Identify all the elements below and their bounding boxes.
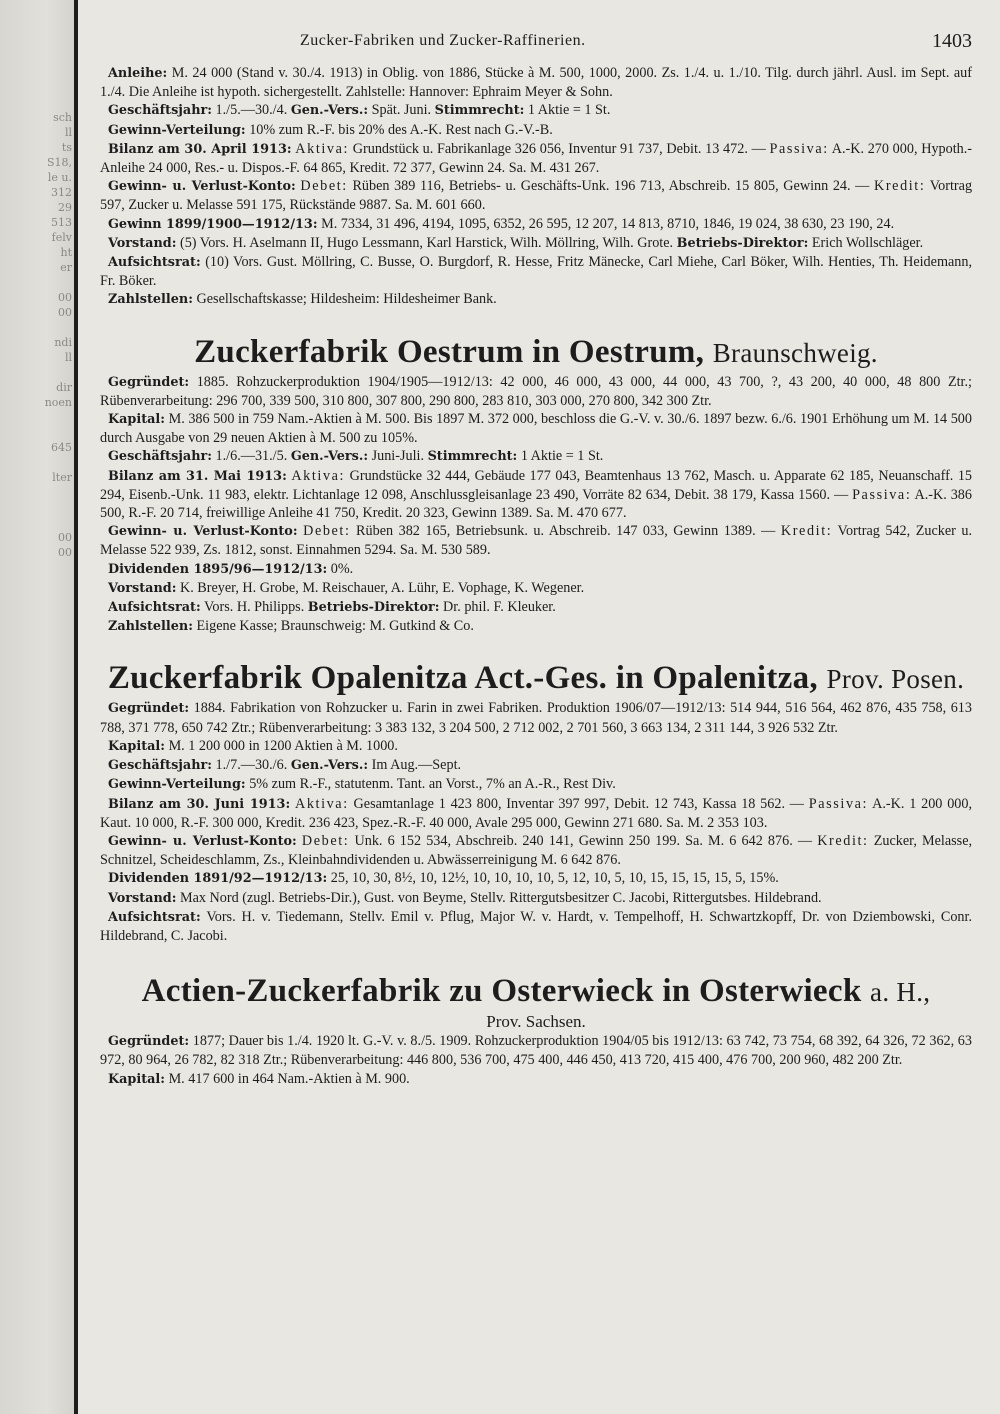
bleed-fragment: dir: [56, 381, 72, 394]
field-label: Geschäftsjahr:: [108, 449, 212, 465]
field-label: Anleihe:: [108, 66, 168, 81]
field-label: Gewinn-Verteilung:: [108, 777, 246, 793]
entry-title-main: Zuckerfabrik Oestrum in Oestrum,: [194, 333, 705, 370]
section-label: Passiva:: [852, 486, 912, 503]
entry-paragraph: [100, 64, 972, 101]
entry-paragraph: [100, 447, 972, 466]
entry-paragraph: [100, 775, 972, 794]
field-text: M. 7334, 31 496, 4194, 1095, 6352, 26 595, 12 207, 14 813, 8710, 1846, 19 024, 38 630, 23 190, 24.: [321, 215, 895, 232]
field-label: Stimmrecht:: [427, 449, 518, 465]
bleed-fragment: ht: [60, 246, 72, 259]
field-text: M. 386 500 in 759 Nam.-Aktien à M. 500. Bis 1897 M. 372 000, beschloss die G.-V. v. 30./6. 1897 bezw. 6./6. 1901 Erhöhung um M. 14 500 durch Ausgabe von 29 neuen Aktien à M. 500 zu 105%.: [100, 411, 972, 447]
bleed-fragment: [2, 770, 72, 785]
bleed-fragment: ll: [64, 351, 72, 364]
field-text: Vortrag 597, Zucker u. Melasse 591 175, Rückstände 9887. Sa. M. 601 660.: [100, 178, 973, 214]
field-text: Rüben 382 165, Betriebsunk. u. Abschreib. 147 033, Gewinn 1389. —: [356, 523, 776, 540]
bleed-fragment: 29: [58, 201, 72, 214]
bleed-fragment: [2, 485, 72, 500]
entry-paragraph: [100, 1070, 972, 1089]
entry-paragraph: [100, 579, 972, 598]
document-page: [100, 28, 972, 1089]
bleed-fragment: sch: [53, 111, 72, 124]
entry-subtitle: Prov. Sachsen.: [486, 1012, 586, 1032]
entry-paragraph: [100, 1032, 972, 1069]
field-label: Zahlstellen:: [108, 619, 193, 635]
field-text: K. Breyer, H. Grobe, M. Reischauer, A. Lühr, E. Vophage, K. Wegener.: [179, 579, 585, 596]
field-text: Im Aug.—Sept.: [371, 757, 462, 774]
bleed-fragment: [2, 575, 72, 590]
entry-paragraph: [100, 234, 972, 253]
entry-title-location: a. H.,: [870, 977, 931, 1008]
section-label: Aktiva:: [294, 795, 349, 812]
bleed-fragment: ndi: [54, 336, 72, 349]
entry-paragraph: [100, 373, 972, 410]
entry-paragraph: [100, 140, 972, 177]
section-label: Debet:: [300, 178, 348, 195]
field-text: A.-K. 1 200 000, Kaut. 10 000, R.-F. 300 000, Kredit. 236 423, Spez.-R.-F. 40 000, Avale 295 000, Gewinn 271 680. Sa. M. 2 353 103.: [100, 795, 973, 831]
bleed-fragment: 513: [51, 216, 72, 229]
bleed-fragment: [2, 695, 72, 710]
field-label: Geschäftsjahr:: [108, 758, 212, 774]
field-label: Stimmrecht:: [434, 103, 525, 119]
field-label: Bilanz am 30. April 1913:: [108, 141, 292, 157]
bleed-fragment: [2, 620, 72, 635]
bleed-fragment: noen: [44, 396, 72, 409]
running-head: [100, 28, 972, 58]
field-label: Kapital:: [108, 1071, 166, 1087]
entry-paragraph: [100, 737, 972, 756]
bleed-fragment: 00: [58, 291, 72, 304]
field-text: (10) Vors. Gust. Möllring, C. Busse, O. Burgdorf, R. Hesse, Fritz Mänecke, Carl Miehe, Carl Böker, Wilh. Henties, Th. Heidemann, Fr. Böker.: [100, 254, 973, 290]
bleed-fragment: [2, 650, 72, 665]
field-label: Gegründet:: [108, 701, 190, 717]
bleed-fragment: [2, 665, 72, 680]
entry-previous-continued: [100, 64, 972, 310]
field-label: Gewinn- u. Verlust-Konto:: [108, 179, 296, 195]
entry-paragraph: [100, 756, 972, 775]
section-label: Kredit:: [780, 523, 833, 540]
field-label: Bilanz am 31. Mai 1913:: [108, 468, 287, 484]
section-label: Kredit:: [817, 832, 869, 849]
entry-title: [100, 332, 972, 373]
bleed-fragment: [2, 710, 72, 725]
entry-paragraph: [100, 832, 972, 869]
field-label: Dividenden 1891/92—1912/13:: [108, 871, 328, 887]
field-label: Aufsichtsrat:: [108, 600, 201, 616]
field-label: Aufsichtsrat:: [108, 255, 201, 271]
field-text: Vors. H. Philipps.: [203, 599, 305, 616]
entry-paragraph: [100, 177, 972, 214]
field-label: Gewinn-Verteilung:: [108, 122, 246, 138]
section-label: Passiva:: [769, 140, 829, 157]
field-text: Max Nord (zugl. Betriebs-Dir.), Gust. von Beyme, Stellv. Rittergutsbesitzer C. Jacobi, Rittergutsbes. Hildebrand.: [179, 889, 822, 906]
field-text: Zucker, Melasse, Schnitzel, Scheideschlamm, Zs., Kleinbahndividenden u. Abwässerreinigung M. 6 642 876.: [100, 832, 973, 869]
page-number: 1403: [932, 30, 972, 52]
field-text: Spät. Juni.: [371, 102, 432, 119]
field-text: Juni-Juli.: [371, 448, 425, 465]
section-label: Aktiva:: [291, 467, 346, 484]
entry-paragraph: [100, 467, 972, 523]
field-text: M. 24 000 (Stand v. 30./4. 1913) in Oblig. von 1886, Stücke à M. 500, 1000, 2000. Zs. 1./4. u. 1./10. Tilg. durch jährl. Ausl. im Sept. auf 1./4. Die Anleihe ist hypoth. sichergestellt. Zahlstelle: Hannover: Ephraim Meyer & Sohn.: [100, 65, 973, 101]
field-text: Gesellschaftskasse; Hildesheim: Hildesheimer Bank.: [196, 291, 497, 308]
field-text: Eigene Kasse; Braunschweig: M. Gutkind & Co.: [196, 618, 474, 635]
field-text: M. 417 600 in 464 Nam.-Aktien à M. 900.: [168, 1070, 410, 1087]
field-label: Kapital:: [108, 738, 166, 754]
bleed-fragment: [2, 605, 72, 620]
bleed-fragment: 00: [58, 531, 72, 544]
bleed-fragment: 00: [58, 546, 72, 559]
entry-title-location: Braunschweig.: [712, 337, 878, 368]
bleed-fragment: [2, 455, 72, 470]
bleed-fragment: [2, 680, 72, 695]
field-text: Dr. phil. F. Kleuker.: [443, 599, 556, 616]
field-text: 10% zum R.-F. bis 20% des A.-K. Rest nach G.-V.-B.: [249, 121, 553, 138]
entry-paragraph: [100, 617, 972, 636]
entry-paragraph: [100, 215, 972, 234]
bleed-fragment: [2, 740, 72, 755]
entry-paragraph: [100, 598, 972, 617]
field-label: Gewinn- u. Verlust-Konto:: [108, 524, 298, 540]
field-label: Vorstand:: [108, 890, 177, 906]
field-text: Grundstücke 32 444, Gebäude 177 043, Beamtenhaus 13 762, Masch. u. Apparate 62 185, Neuanschaff. 15 294, Eisenb.-Unk. 11 983, elektr. Lichtanlage 12 098, Anschlussgleisanlage 23 490, Vorräte 82 634, Debit. 38 179, Kassa 1560. —: [100, 467, 973, 503]
entry-paragraph: [100, 290, 972, 309]
bleed-fragment: [2, 725, 72, 740]
section-label: Debet:: [303, 523, 351, 540]
field-label: Gewinn- u. Verlust-Konto:: [108, 833, 297, 849]
entry-title: [100, 658, 972, 699]
field-label: Gewinn 1899/1900—1912/13:: [108, 216, 318, 232]
bleed-fragment: 645: [51, 441, 72, 454]
entry-zuckerfabrik-osterwieck: [100, 971, 972, 1089]
entry-paragraph: [100, 908, 972, 945]
field-label: Geschäftsjahr:: [108, 103, 212, 119]
field-text: 1 Aktie = 1 St.: [527, 102, 611, 119]
bleed-fragment: [2, 275, 72, 290]
bleed-fragment: [2, 755, 72, 770]
field-label: Bilanz am 30. Juni 1913:: [108, 796, 291, 812]
field-text: 1877; Dauer bis 1./4. 1920 lt. G.-V. v. 8./5. 1909. Rohzuckerproduktion 1904/05 bis 1912/13: 63 742, 73 754, 68 392, 64 326, 72 362, 63 972, 80 964, 26 782, 82 318 Ztr.; Rübenverarbeitung: 446 800, 536 700, 475 400, 446 450, 413 720, 415 400, 476 700, 200 960, 482 200 Ztr.: [100, 1033, 972, 1069]
bleed-fragment: [2, 590, 72, 605]
running-head-title: Zucker-Fabriken und Zucker-Raffinerien.: [300, 32, 586, 49]
field-text: Erich Wollschläger.: [811, 234, 924, 251]
field-label: Betriebs-Direktor:: [307, 600, 440, 616]
entry-title-main: Zuckerfabrik Opalenitza Act.-Ges. in Opalenitza,: [107, 660, 818, 697]
bleed-fragment: [2, 410, 72, 425]
field-text: 5% zum R.-F., statutenm. Tant. an Vorst., 7% an A.-R., Rest Div.: [249, 776, 616, 793]
entry-zuckerfabrik-oestrum: [100, 332, 972, 637]
bleed-fragment: ts: [61, 141, 72, 154]
bleed-fragment: [2, 365, 72, 380]
bleed-fragment: S18,: [46, 156, 72, 169]
entry-paragraph: [100, 410, 972, 447]
bleed-fragment: lter: [52, 471, 72, 484]
entry-title-location: Prov. Posen.: [826, 664, 965, 695]
adjacent-page-bleed-text: [2, 110, 72, 785]
field-label: Vorstand:: [108, 580, 177, 596]
field-text: Gesamtanlage 1 423 800, Inventar 397 997, Debit. 12 743, Kassa 18 562. —: [353, 795, 804, 812]
bleed-fragment: [2, 500, 72, 515]
entry-title-main: Actien-Zuckerfabrik zu Osterwieck in Osterwieck: [141, 973, 862, 1010]
field-label: Betriebs-Direktor:: [676, 235, 809, 251]
field-label: Vorstand:: [108, 235, 177, 251]
field-label: Zahlstellen:: [108, 292, 193, 308]
field-label: Gegründet:: [108, 374, 190, 390]
field-label: Aufsichtsrat:: [108, 909, 201, 925]
field-text: (5) Vors. H. Aselmann II, Hugo Lessmann, Karl Harstick, Wilh. Möllring, Wilh. Grote.: [179, 234, 674, 251]
field-text: 1 Aktie = 1 St.: [520, 448, 604, 465]
section-label: Aktiva:: [295, 140, 350, 157]
field-label: Gen.-Vers.:: [290, 103, 369, 119]
field-label: Gegründet:: [108, 1034, 190, 1050]
entry-zuckerfabrik-opalenitza: [100, 658, 972, 945]
entry-paragraph: [100, 121, 972, 140]
bleed-fragment: [2, 425, 72, 440]
field-text: 1./6.—31./5.: [215, 448, 288, 465]
bleed-fragment: 00: [58, 306, 72, 319]
field-text: Vortrag 542, Zucker u. Melasse 522 939, Zs. 1812, sonst. Einnahmen 5294. Sa. M. 530 589.: [100, 523, 973, 559]
entry-paragraph: [100, 869, 972, 888]
field-text: A.-K. 270 000, Hypoth.-Anleihe 24 000, Res.- u. Dispos.-F. 64 865, Kredit. 72 377, Gewinn 24. Sa. M. 431 267.: [100, 140, 973, 177]
field-text: 1./7.—30./6.: [215, 757, 288, 774]
field-label: Gen.-Vers.:: [290, 449, 369, 465]
bleed-fragment: ll: [64, 126, 72, 139]
bleed-fragment: er: [60, 261, 72, 274]
section-label: Debet:: [301, 832, 350, 849]
bleed-fragment: [2, 320, 72, 335]
entry-paragraph: [100, 253, 972, 290]
field-text: Vors. H. v. Tiedemann, Stellv. Emil v. Pflug, Major W. v. Hardt, v. Tempelhoff, H. Schwartzkopff, Dr. von Dziembowski, Conr. Hildebrand, C. Jacobi.: [100, 908, 973, 944]
entry-paragraph: [100, 560, 972, 579]
binding-shadow-line: [74, 0, 78, 1414]
section-label: Kredit:: [874, 178, 926, 195]
bleed-fragment: le u.: [47, 171, 72, 184]
entry-paragraph: [100, 699, 972, 736]
field-text: 25, 10, 30, 8½, 10, 12½, 10, 10, 10, 10, 5, 12, 10, 5, 10, 15, 15, 15, 15, 5, 15%.: [330, 870, 779, 887]
field-text: Grundstück u. Fabrikanlage 326 056, Inventur 91 737, Debit. 13 472. —: [352, 140, 766, 157]
field-text: 0%.: [330, 560, 354, 577]
field-text: M. 1 200 000 in 1200 Aktien à M. 1000.: [168, 737, 398, 754]
field-label: Dividenden 1895/96—1912/13:: [108, 561, 328, 577]
section-label: Passiva:: [808, 795, 869, 812]
entry-title: [100, 971, 972, 1012]
entry-paragraph: [100, 795, 972, 832]
field-text: 1885. Rohzuckerproduktion 1904/1905—1912/13: 42 000, 46 000, 43 000, 44 000, 43 700, ?, 43 200, 40 000, 48 800 Ztr.; Rübenverarbeitung: 296 700, 339 500, 310 800, 307 800, 290 800, 283 810, 303 000, 270 800, 342 300 Ztr.: [100, 373, 972, 409]
entry-paragraph: [100, 522, 972, 559]
field-text: A.-K. 386 500, R.-F. 20 714, freiwillige Anleihe 41 750, Kredit. 20 323, Gewinn 1389. Sa. M. 470 677.: [100, 486, 972, 522]
bleed-fragment: [2, 560, 72, 575]
bleed-fragment: 312: [51, 186, 72, 199]
entry-paragraph: [100, 101, 972, 120]
entry-paragraph: [100, 889, 972, 908]
field-text: 1884. Fabrikation von Rohzucker u. Farin in zwei Fabriken. Produktion 1906/07—1912/13: 514 944, 516 564, 462 876, 435 758, 613 788, 371 778, 650 742 Ztr.; Rübenverarbeitung: 3 383 132, 3 204 500, 2 712 002, 2 701 560, 3 663 134, 2 311 144, 3 926 532 Ztr.: [100, 700, 972, 736]
bleed-fragment: [2, 635, 72, 650]
bleed-fragment: felv: [51, 231, 72, 244]
bleed-fragment: [2, 515, 72, 530]
field-text: Rüben 389 116, Betriebs- u. Geschäfts-Unk. 196 713, Abschreib. 15 805, Gewinn 24. —: [352, 178, 870, 195]
field-label: Kapital:: [108, 412, 166, 428]
field-label: Gen.-Vers.:: [290, 758, 369, 774]
field-text: Unk. 6 152 534, Abschreib. 240 141, Gewinn 250 199. Sa. M. 6 642 876. —: [354, 832, 813, 849]
field-text: 1./5.—30./4.: [215, 102, 288, 119]
